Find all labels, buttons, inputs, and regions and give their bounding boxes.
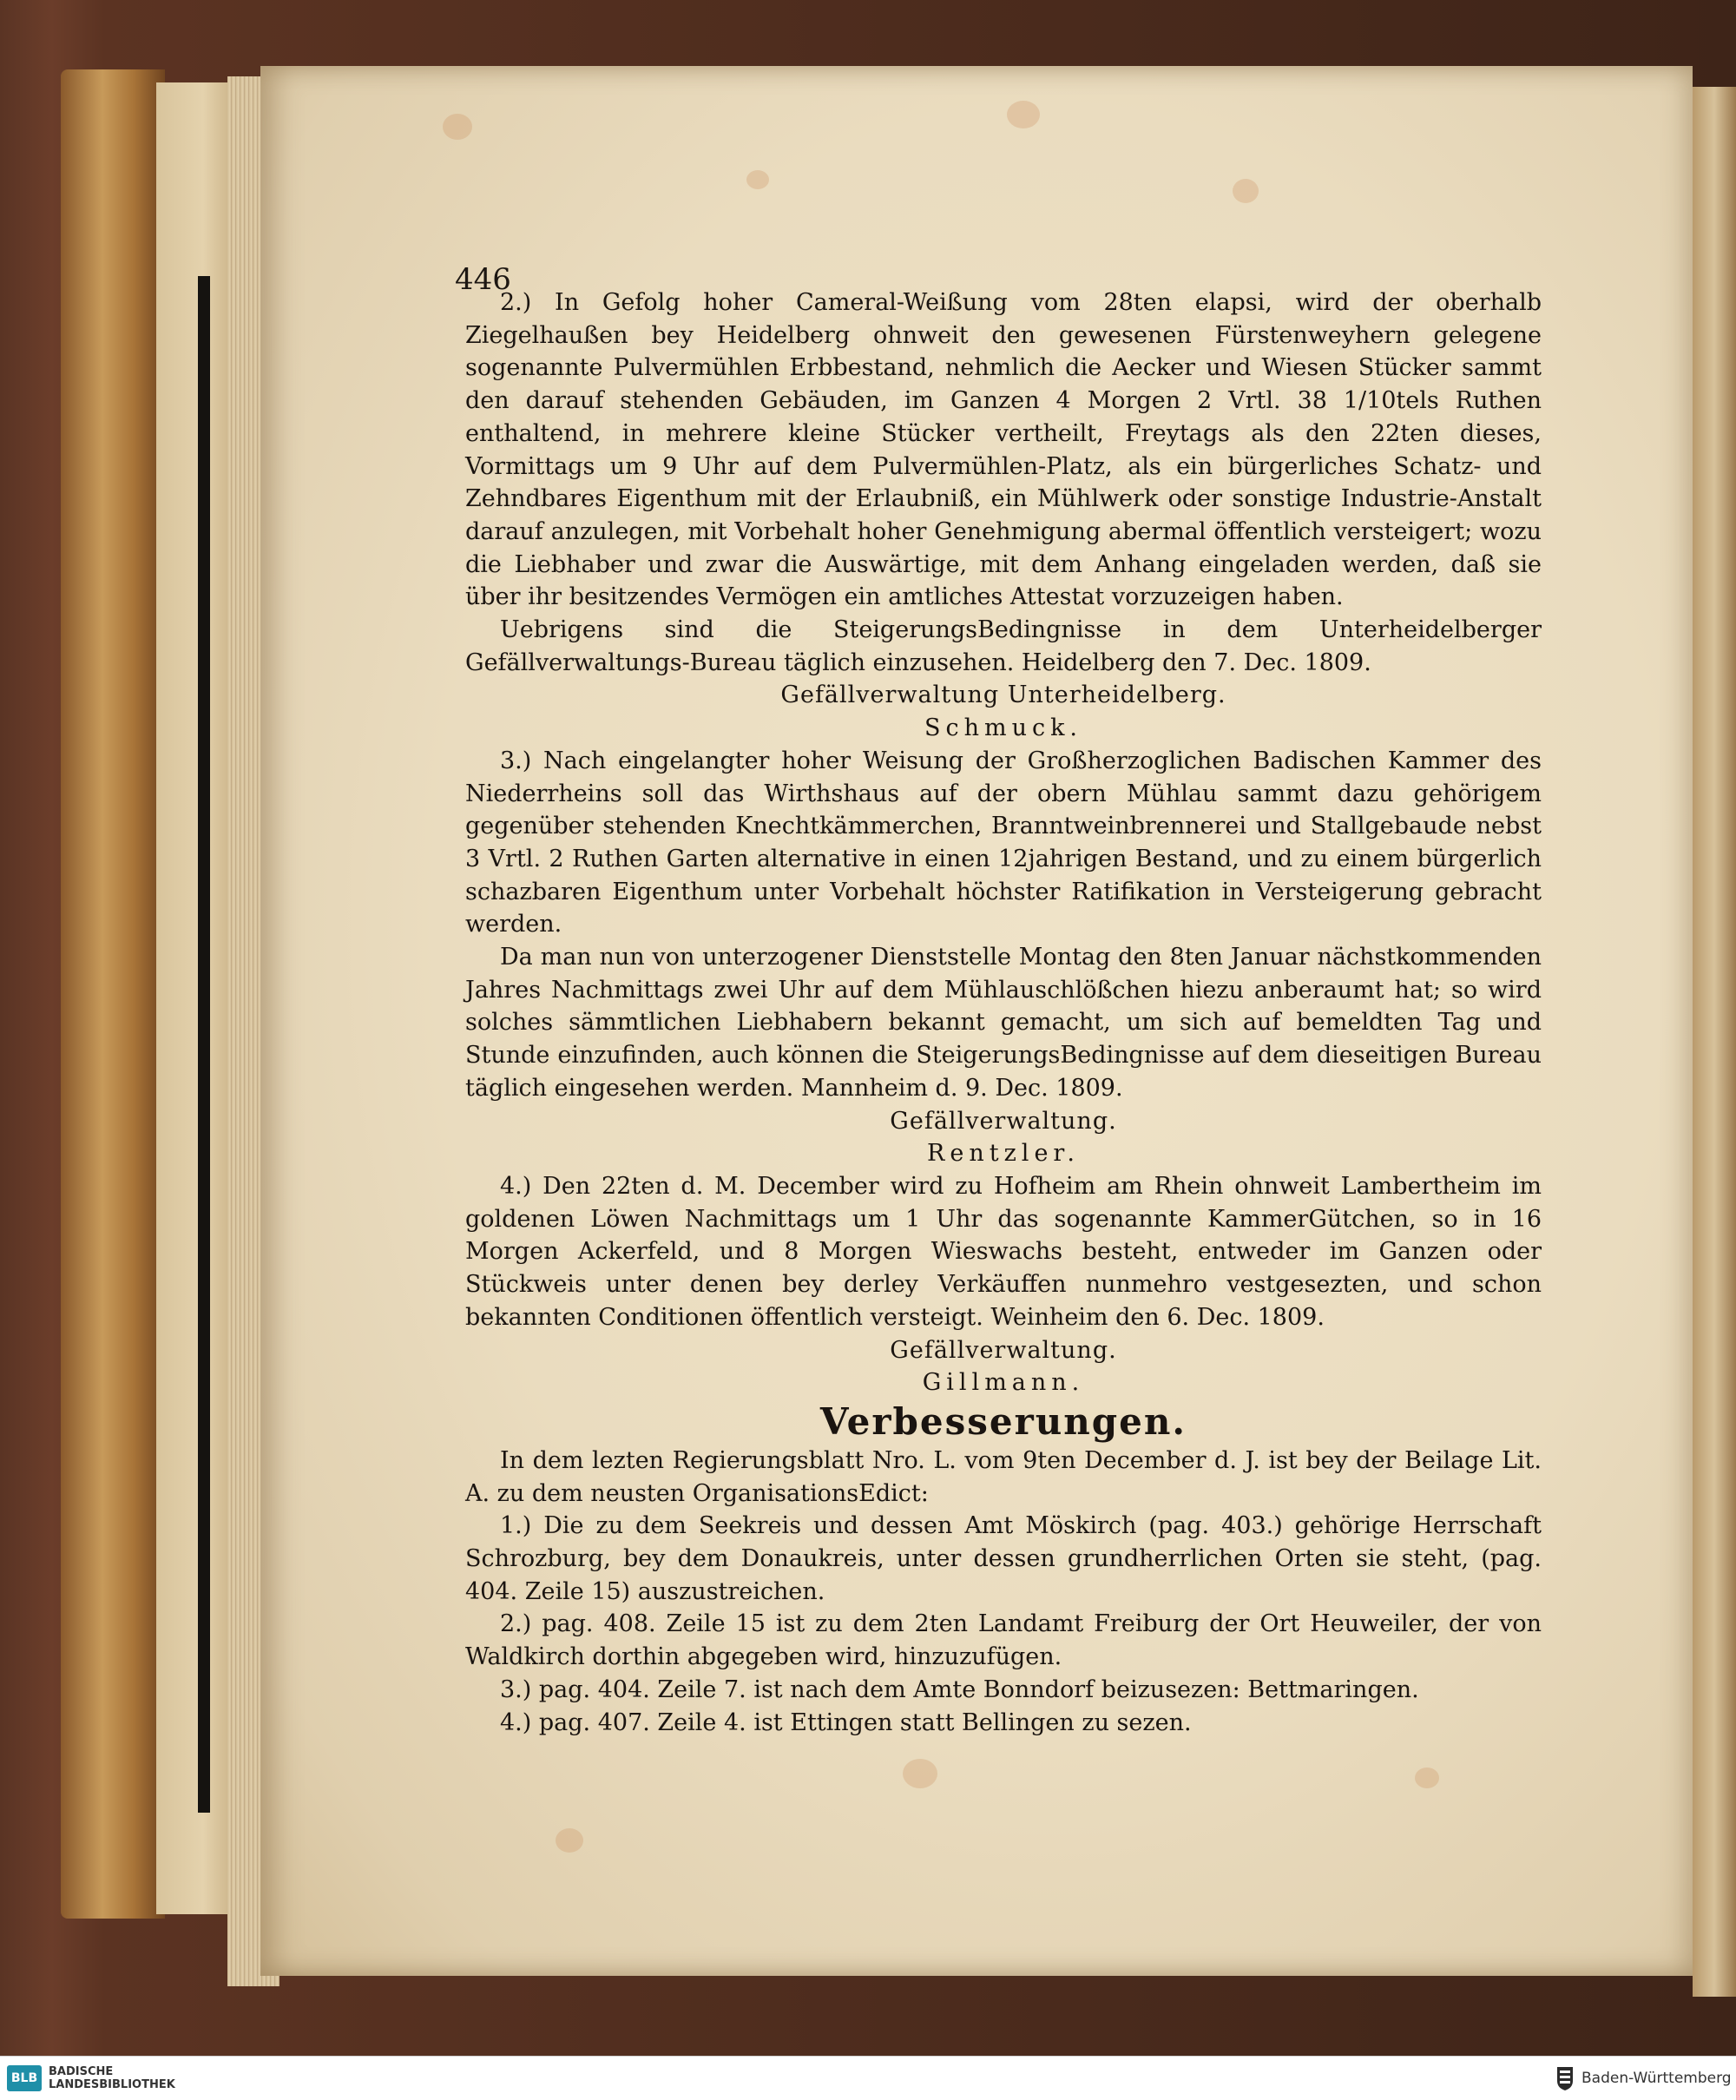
foxing-stain <box>1007 101 1040 128</box>
right-page-edge <box>1693 87 1736 1997</box>
corrections-intro: In dem lezten Regierungsblatt Nro. L. vom 9ten December d. J. ist bey der Beilage Lit. A. zu dem neusten OrganisationsEdict: <box>465 1446 1542 1507</box>
blb-logo[interactable]: BLB <box>7 2065 42 2091</box>
foxing-stain <box>1415 1768 1439 1788</box>
library-name-line2: LANDESBIBLIOTHEK <box>49 2078 175 2091</box>
notice-2-paragraph: 2.) In Gefolg hoher Cameral-Weißung vom 28ten elapsi, wird der oberhalb Ziegelhaußen bey Heidelberg ohnweit den gewesenen Fürstenweyhern gelegene sogenannte Pulvermühlen Erbbestand, nehmlich die Aecker und Wiesen Stücker sammt den darauf stehenden Gebäuden, im Ganzen 4 Morgen 2 Vrtl. 38 1/10tels Ruthen enthaltend, in mehrere kleine Stücker vertheilt, Freytags als den 22ten dieses, Vormittags um 9 Uhr auf dem Pulvermühlen-Platz, als ein bürgerliches Schatz- und Zehndbares Eigenthum mit der Erlaubniß, ein Mühlwerk oder sonstige Industrie-Anstalt darauf anzulegen, mit Vorbehalt hoher Genehmigung abermal öffentlich versteigert; wozu die Liebhaber und zwar die Auswärtige, mit dem Anhang eingeladen werden, daß sie über ihr besitzendes Vermögen ein amtliches Attestat vorzuzeigen haben. <box>465 289 1542 611</box>
notice-2-closing: Uebrigens sind die SteigerungsBedingnisse in dem Unterheidelberger Gefällverwaltungs-Bureau täglich einzusehen. Heidelberg den 7. Dec. 1809. <box>465 616 1542 676</box>
notice-3-closing: Da man nun von unterzogener Dienststelle Montag den 8ten Januar nächstkommenden Jahres Nachmittags zwei Uhr auf dem Mühlauschlößchen hiezu anberaumt hat; so wird solches sämmtlichen Liebhabern bekannt gemacht, um sich auf bemeldten Tag und Stunde einzufinden, auch können die SteigerungsBedingnisse auf dem dieseitigen Bureau täglich eingesehen werden. Mannheim d. 9. Dec. 1809. <box>465 944 1542 1102</box>
notice-3-signer: Rentzler. <box>927 1140 1080 1168</box>
notice-2-office: Gefällverwaltung Unterheidelberg. <box>780 681 1226 709</box>
notice-2-signer: Schmuck. <box>924 714 1083 742</box>
viewer-footer <box>0 2056 1736 2100</box>
correction-item: 1.) Die zu dem Seekreis und dessen Amt Möskirch (pag. 403.) gehörige Herrschaft Schrozburg, bey dem Donaukreis, unter dessen grundherrlichen Orten sie steht, (pag. 404. Zeile 15) auszustreichen. <box>465 1512 1542 1605</box>
left-page-black-strip <box>198 276 210 1813</box>
foxing-stain <box>556 1828 583 1853</box>
foxing-stain <box>443 114 472 140</box>
corrections-heading: Verbesserungen. <box>819 1399 1187 1443</box>
foxing-stain <box>746 170 769 189</box>
correction-item: 4.) pag. 407. Zeile 4. ist Ettingen statt Bellingen zu sezen. <box>500 1708 1192 1736</box>
page-number: 446 <box>455 262 511 297</box>
foxing-stain <box>903 1759 937 1788</box>
notice-3-office: Gefällverwaltung. <box>890 1107 1117 1135</box>
library-name-line1: BADISCHE <box>49 2065 114 2078</box>
correction-item: 3.) pag. 404. Zeile 7. ist nach dem Amte Bonndorf beizusezen: Bettmaringen. <box>500 1675 1419 1703</box>
correction-item: 2.) pag. 408. Zeile 15 ist zu dem 2ten Landamt Freiburg der Ort Heuweiler, der von Waldkirch dorthin abgegeben wird, hinzuzufügen. <box>465 1610 1542 1671</box>
foxing-stain <box>1233 179 1259 203</box>
book-spine-edge <box>61 69 165 1919</box>
notice-3-paragraph: 3.) Nach eingelangter hoher Weisung der Großherzoglichen Badischen Kammer des Niederrheins soll das Wirthshaus auf der obern Mühlau sammt dazu gehörigem gegenüber stehenden Knechtkämmerchen, Branntweinbrennerei und Stallgebaude nebst 3 Vrtl. 2 Ruthen Garten alternative in einen 12jahrigen Bestand, und zu einem bürgerlich schazbaren Eigenthum unter Vorbehalt höchster Ratifikation in Versteigerung gebracht werden. <box>465 747 1542 938</box>
notice-4-signer: Gillmann. <box>922 1369 1085 1397</box>
notice-4-office: Gefällverwaltung. <box>890 1336 1117 1364</box>
page-text <box>465 286 1542 1739</box>
notice-4-paragraph: 4.) Den 22ten d. M. December wird zu Hofheim am Rhein ohnweit Lambertheim im goldenen Löwen Nachmittags um 1 Uhr das sogenannte KammerGütchen, so in 16 Morgen Ackerfeld, und 8 Morgen Wieswachs besteht, entweder im Ganzen oder Stückweis unter denen bey derley Verkäuffen nunmehro vestgesezten, und schon bekannten Conditionen öffentlich versteigt. Weinheim den 6. Dec. 1809. <box>465 1172 1542 1331</box>
library-name <box>49 2065 175 2091</box>
left-page-margin <box>156 82 234 1914</box>
state-name: Baden-Württemberg <box>1581 2070 1732 2087</box>
baden-wuerttemberg-crest-icon <box>1555 2065 1575 2091</box>
